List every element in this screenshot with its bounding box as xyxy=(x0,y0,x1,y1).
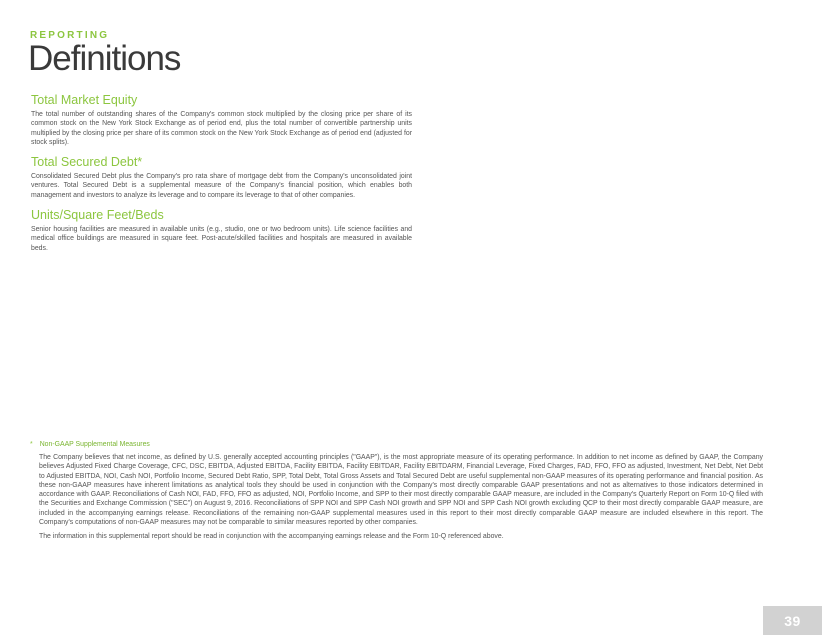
footnote-non-gaap xyxy=(28,440,763,541)
definitions-list xyxy=(31,93,412,253)
definition-text: The total number of outstanding shares of the Company's common stock multiplied by the closing price per share of its common stock on the New York Stock Exchange as of period end, plus the total number of convertible partnership units multiplied by the closing price per share of its common stock on the New York Stock Exchange as of period end (adjusted for stock splits). xyxy=(31,111,412,146)
footnote-body: The Company believes that net income, as defined by U.S. generally accepted accounting principles ("GAAP"), is the most appropriate measure of its operating performance. In addition to net income as defined by GAAP, the Company believes Adjusted Fixed Charge Coverage, CFC, DSC, EBITDA, Adjusted EBITDA, Facility EBITDA, Facility EBITDAR, Facility EBITDARM, Financial Leverage, Fixed Charges, FAD, FFO, FFO as adjusted, Investment, Net Debt, Net Debt to Adjusted EBITDA, NOI, Cash NOI, Portfolio Income, Secured Debt Ratio, SPP, Total Debt, Total Gross Assets and Total Secured Debt are useful supplemental non-GAAP measures of its operating performance and financial position. As these non-GAAP measures have inherent limitations as analytical tools they should be used in conjunction with the Company's most directly comparable GAAP presentations and not as alternatives to those indicators determined in accordance with GAAP. Reconciliations of Cash NOI, FAD, FFO, FFO as adjusted, NOI, Portfolio Income, and SPP to their most directly comparable GAAP measure, are included in the Company's Quarterly Report on Form 10-Q filed with the Securities and Exchange Commission ("SEC") on August 9, 2016. Reconciliations of SPP NOI and SPP Cash NOI growth and SPP NOI and SPP Cash NOI growth excluding QCP to their most directly comparable GAAP measure, are included in the accompanying earnings release. Reconciliations of the remaining non-GAAP supplemental measures used in this report to their most directly comparable GAAP measure are included elsewhere in this report. The Company's computations of non-GAAP measures may not be comparable to similar measures reported by other companies. xyxy=(39,454,763,527)
definition-text: Consolidated Secured Debt plus the Company's pro rata share of mortgage debt from the Company's unconsolidated joint ventures. Total Secured Debt is a supplemental measure of the Company's financial position, which enables both management and investors to analyze its leverage and to compare its leverage to that of other companies. xyxy=(31,173,412,199)
definition-total-secured-debt xyxy=(31,155,412,200)
footnote-heading: Non-GAAP Supplemental Measures xyxy=(39,441,150,448)
definition-term: Total Market Equity xyxy=(31,93,138,107)
footnote-marker: * xyxy=(30,441,33,448)
definition-units-square-feet-beds xyxy=(31,208,412,253)
footnote-header xyxy=(30,440,763,449)
page-title: Definitions xyxy=(28,39,181,78)
footnote-closing: The information in this supplemental report should be read in conjunction with the accompanying earnings release and the Form 10-Q referenced above. xyxy=(39,533,504,541)
page-number: 39 xyxy=(763,606,822,635)
definition-term: Total Secured Debt* xyxy=(31,155,143,170)
definition-text: Senior housing facilities are measured in available units (e.g., studio, one or two bedroom units). Life science facilities and medical office buildings are measured in square feet. Post-acute/skilled facilities and hospitals are measured in available beds. xyxy=(31,226,412,252)
section-label: REPORTING xyxy=(30,30,110,41)
definition-term: Units/Square Feet/Beds xyxy=(31,208,164,223)
definition-total-market-equity xyxy=(31,93,412,147)
